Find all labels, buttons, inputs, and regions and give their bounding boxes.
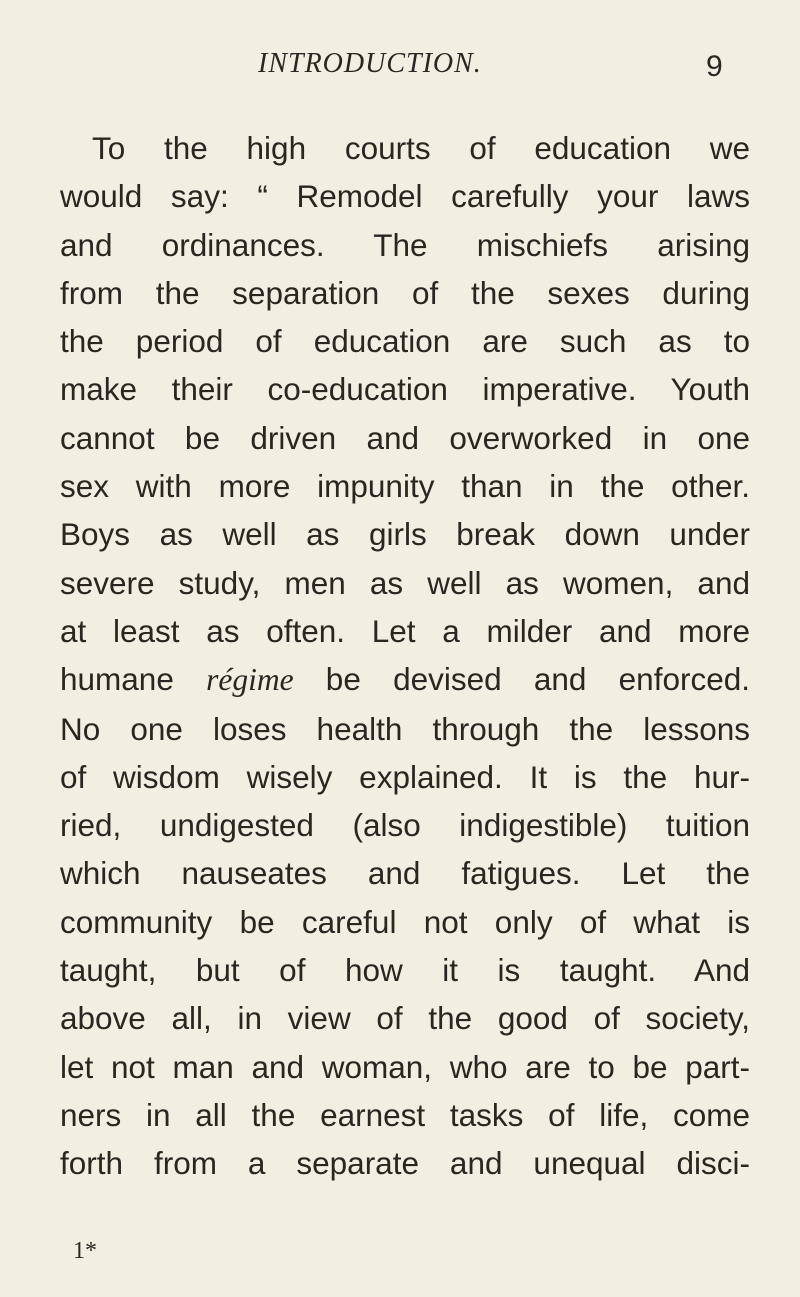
text-line: sex with more impunity than in the other. (60, 468, 750, 505)
text-line: forth from a separate and unequal disci- (60, 1145, 750, 1182)
text-line: above all, in view of the good of society, (60, 1000, 750, 1037)
text-line: the period of education are such as to (60, 323, 750, 360)
text-line: of wisdom wisely explained. It is the hur- (60, 758, 750, 795)
text-line: severe study, men as well as women, and (60, 564, 750, 601)
signature-mark: 1* (73, 1238, 97, 1264)
text-line: cannot be driven and overworked in one (60, 419, 750, 456)
text-line: To the high courts of education we (92, 130, 750, 166)
body-paragraph (60, 124, 750, 1188)
text-fragment: be devised and enforced. (293, 661, 750, 698)
page-number: 9 (706, 50, 723, 83)
text-line: would say: “ Remodel carefully your laws (60, 178, 750, 215)
text-line: No one loses health through the lessons (60, 710, 750, 747)
text-fragment: humane (60, 661, 207, 698)
text-line: taught, but of how it is taught. And (60, 952, 750, 989)
text-line: from the separation of the sexes during (60, 274, 750, 311)
text-line: let not man and woman, who are to be part- (60, 1048, 750, 1085)
text-line: ners in all the earnest tasks of life, come (60, 1096, 750, 1133)
text-line: and ordinances. The mischiefs arising (60, 226, 750, 263)
italic-word: régime (206, 662, 294, 698)
running-head-title: INTRODUCTION. (258, 48, 482, 79)
text-line: Boys as well as girls break down under (60, 516, 750, 553)
text-line: community be careful not only of what is (60, 903, 750, 940)
text-line: ried, undigested (also indigestible) tuition (60, 807, 750, 844)
text-line: at least as often. Let a milder and more (60, 612, 750, 649)
text-line: make their co-education imperative. Youth (60, 371, 750, 408)
text-line: which nauseates and fatigues. Let the (60, 855, 750, 892)
text-line-with-italic (60, 655, 750, 704)
